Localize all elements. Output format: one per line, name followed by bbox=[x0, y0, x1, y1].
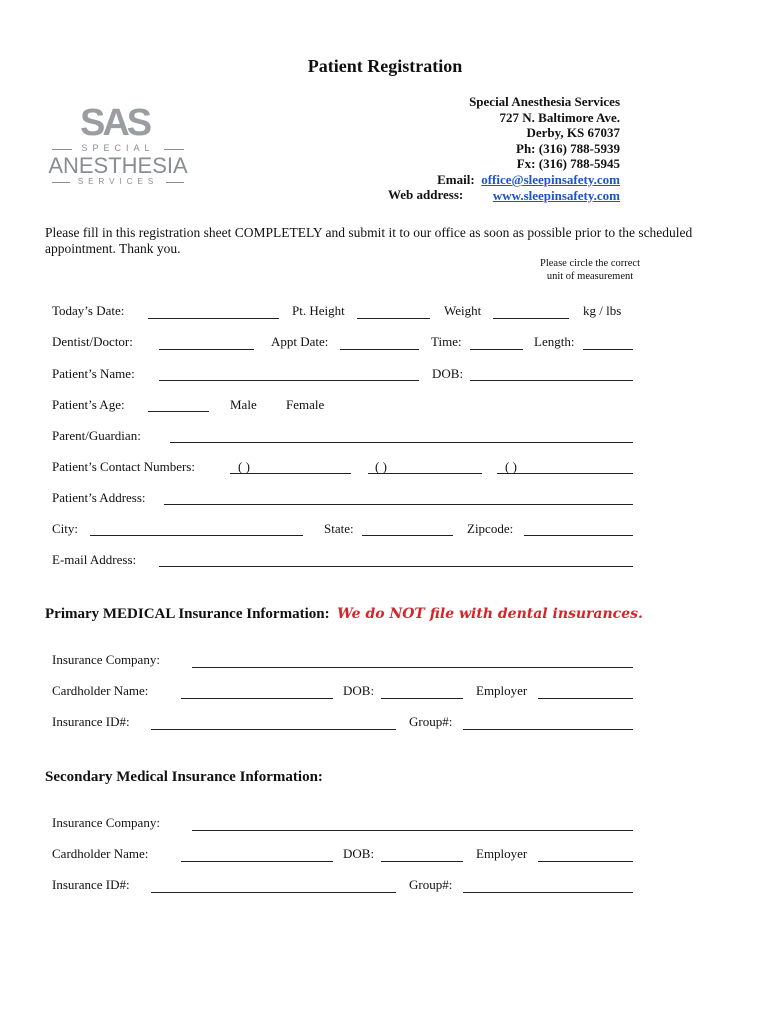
secondary-company-field[interactable] bbox=[192, 830, 633, 831]
secondary-dob-field[interactable] bbox=[381, 861, 463, 862]
primary-employer-field[interactable] bbox=[538, 698, 633, 699]
dob-field[interactable] bbox=[470, 380, 633, 381]
office-fax: Fx: (316) 788-5945 bbox=[516, 156, 620, 172]
dental-warning: We do NOT file with dental insurances. bbox=[337, 606, 643, 622]
secondary-id-field[interactable] bbox=[151, 892, 396, 893]
primary-dob-label: DOB: bbox=[343, 683, 375, 698]
email-address-label: E-mail Address: bbox=[52, 552, 137, 567]
address-field[interactable] bbox=[164, 504, 633, 505]
logo-anesthesia-text: ANESTHESIA bbox=[48, 153, 188, 178]
logo-sas-text: SAS bbox=[80, 102, 150, 144]
female-option[interactable]: Female bbox=[286, 397, 325, 412]
weight-field[interactable] bbox=[493, 318, 569, 319]
office-phone: Ph: (316) 788-5939 bbox=[516, 140, 620, 156]
primary-insurance-heading bbox=[45, 606, 643, 623]
time-label: Time: bbox=[431, 334, 462, 349]
contact-label: Patient’s Contact Numbers: bbox=[52, 459, 195, 474]
area-code-paren: ( ) bbox=[238, 459, 250, 474]
primary-company-field[interactable] bbox=[192, 667, 633, 668]
address-label: Patient’s Address: bbox=[52, 490, 146, 505]
guardian-field[interactable] bbox=[170, 442, 633, 443]
primary-dob-field[interactable] bbox=[381, 698, 463, 699]
office-street: 727 N. Baltimore Ave. bbox=[499, 109, 620, 125]
email-label: Email: bbox=[437, 171, 475, 187]
email-address-field[interactable] bbox=[159, 566, 633, 567]
office-email-row bbox=[437, 172, 620, 188]
primary-group-label: Group#: bbox=[409, 714, 453, 729]
office-address bbox=[437, 94, 620, 203]
weight-unit-label[interactable]: kg / lbs bbox=[583, 303, 622, 318]
logo-special-text: SPECIAL bbox=[81, 143, 155, 153]
patient-age-label: Patient’s Age: bbox=[52, 397, 125, 412]
height-field[interactable] bbox=[357, 318, 430, 319]
primary-company-label: Insurance Company: bbox=[52, 652, 160, 667]
secondary-group-label: Group#: bbox=[409, 877, 453, 892]
intro-text: Please fill in this registration sheet COMPLETELY and submit it to our office as soon as possible prior to the scheduled appointment. Thank you. bbox=[45, 225, 693, 256]
sas-logo bbox=[48, 103, 188, 187]
dob-label: DOB: bbox=[432, 366, 464, 381]
length-field[interactable] bbox=[583, 349, 633, 350]
primary-group-field[interactable] bbox=[463, 729, 633, 730]
secondary-group-field[interactable] bbox=[463, 892, 633, 893]
email-link[interactable]: office@sleepinsafety.com bbox=[481, 171, 620, 187]
web-label: Web address: bbox=[388, 187, 464, 202]
contact-phone-3-field[interactable] bbox=[497, 473, 633, 474]
secondary-employer-field[interactable] bbox=[538, 861, 633, 862]
weight-label: Weight bbox=[444, 303, 482, 318]
secondary-insurance-heading: Secondary Medical Insurance Information: bbox=[45, 769, 323, 785]
zip-field[interactable] bbox=[524, 535, 633, 536]
appt-date-field[interactable] bbox=[340, 349, 419, 350]
length-label: Length: bbox=[534, 334, 575, 349]
todays-date-label: Today’s Date: bbox=[52, 303, 125, 318]
male-option[interactable]: Male bbox=[230, 397, 257, 412]
time-field[interactable] bbox=[470, 349, 523, 350]
area-code-paren: ( ) bbox=[375, 459, 387, 474]
dentist-field[interactable] bbox=[159, 349, 254, 350]
secondary-employer-label: Employer bbox=[476, 846, 528, 861]
office-web-row bbox=[437, 188, 620, 204]
primary-heading-text: Primary MEDICAL Insurance Information: bbox=[45, 606, 330, 622]
page-title: Patient Registration bbox=[307, 56, 463, 76]
state-field[interactable] bbox=[362, 535, 453, 536]
primary-id-label: Insurance ID#: bbox=[52, 714, 130, 729]
secondary-cardholder-field[interactable] bbox=[181, 861, 333, 862]
primary-employer-label: Employer bbox=[476, 683, 528, 698]
appt-date-label: Appt Date: bbox=[271, 334, 329, 349]
guardian-label: Parent/Guardian: bbox=[52, 428, 141, 443]
secondary-company-label: Insurance Company: bbox=[52, 815, 160, 830]
primary-cardholder-label: Cardholder Name: bbox=[52, 683, 149, 698]
state-label: State: bbox=[324, 521, 354, 536]
dentist-label: Dentist/Doctor: bbox=[52, 334, 133, 349]
office-name: Special Anesthesia Services bbox=[469, 94, 620, 109]
height-label: Pt. Height bbox=[292, 303, 345, 318]
patient-age-field[interactable] bbox=[148, 411, 209, 412]
secondary-dob-label: DOB: bbox=[343, 846, 375, 861]
logo-services-text: SERVICES bbox=[77, 177, 159, 186]
area-code-paren: ( ) bbox=[505, 459, 517, 474]
primary-cardholder-field[interactable] bbox=[181, 698, 333, 699]
office-city: Derby, KS 67037 bbox=[526, 125, 620, 141]
unit-note: Please circle the correct unit of measurement bbox=[540, 258, 640, 282]
primary-id-field[interactable] bbox=[151, 729, 396, 730]
patient-name-field[interactable] bbox=[159, 380, 419, 381]
patient-name-label: Patient’s Name: bbox=[52, 366, 135, 381]
secondary-cardholder-label: Cardholder Name: bbox=[52, 846, 149, 861]
zip-label: Zipcode: bbox=[467, 521, 514, 536]
city-label: City: bbox=[52, 521, 79, 536]
web-link[interactable]: www.sleepinsafety.com bbox=[492, 187, 620, 203]
city-field[interactable] bbox=[90, 535, 303, 536]
secondary-id-label: Insurance ID#: bbox=[52, 877, 130, 892]
todays-date-field[interactable] bbox=[148, 318, 279, 319]
